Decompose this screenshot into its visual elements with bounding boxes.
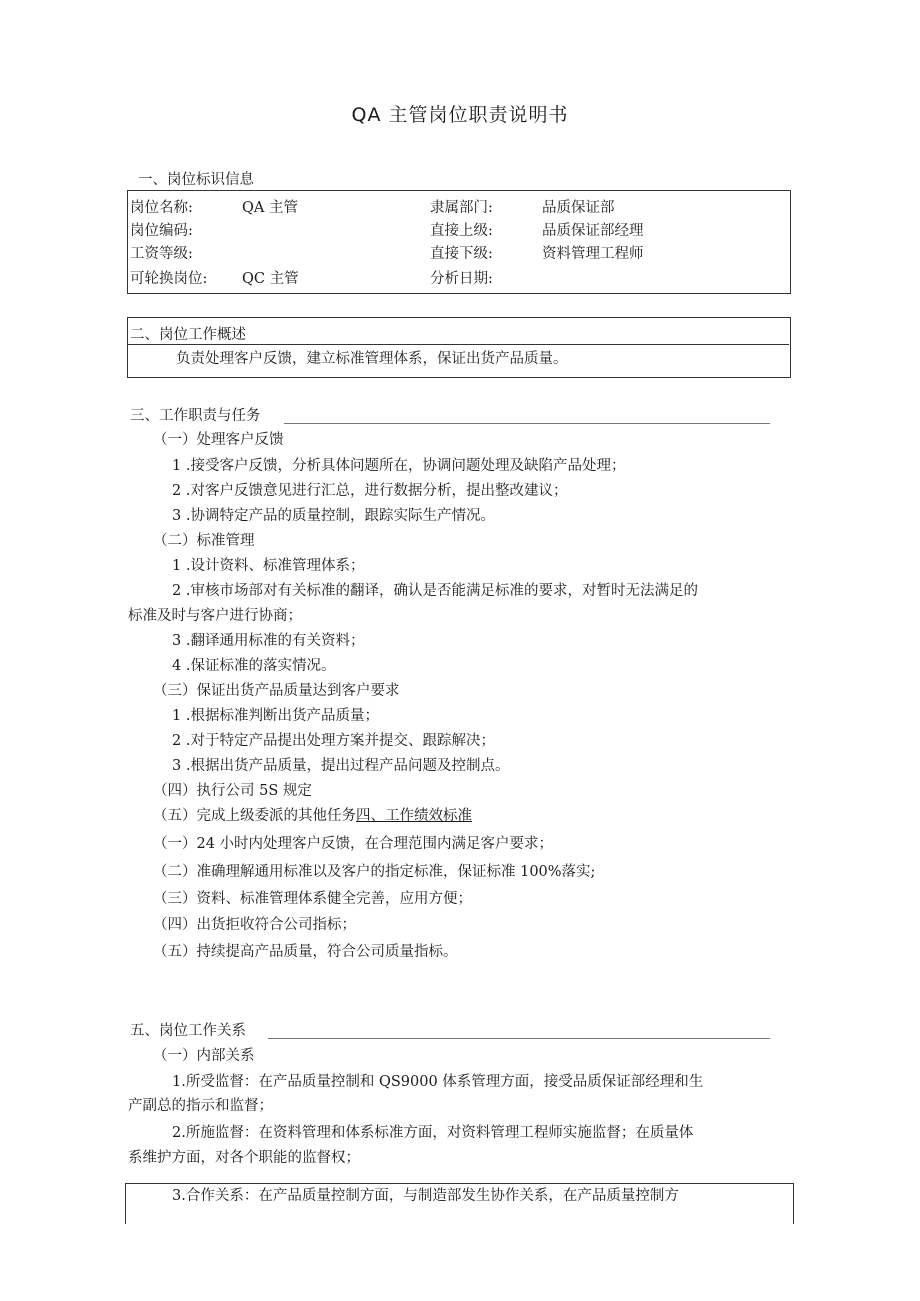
task-group: （一）处理客户反馈 (153, 432, 284, 448)
task-group-label: （五）完成上级委派的其他任务 (153, 808, 356, 824)
performance-standard: （三）资料、标准管理体系健全完善，应用方便； (153, 891, 472, 907)
performance-standard: （四）出货拒收符合公司指标； (153, 917, 356, 933)
performance-standard: （二）准确理解通用标准以及客户的指定标准，保证标准 100%落实; (153, 864, 596, 880)
relation-item: 3.合作关系：在产品质量控制方面，与制造部发生协作关系，在产品质量控制方 (172, 1188, 679, 1204)
task-item: 3 .根据出货产品质量，提出过程产品问题及控制点。 (172, 758, 510, 774)
task-item: 1 .接受客户反馈，分析具体问题所在，协调问题处理及缺陷产品处理； (172, 458, 626, 474)
section1-heading: 一、岗位标识信息 (138, 172, 254, 188)
label-rotation-position: 可轮换岗位: (130, 271, 208, 287)
value-department: 品质保证部 (542, 200, 615, 216)
label-direct-superior: 直接上级: (430, 223, 493, 239)
relation-item: 2.所施监督：在资料管理和体系标准方面，对资料管理工程师实施监督；在质量体 (172, 1125, 694, 1141)
relation-item-continued: 系维护方面，对各个职能的监督权； (128, 1150, 360, 1166)
performance-standard: （一）24 小时内处理客户反馈，在合理范围内满足客户要求； (153, 836, 554, 852)
section3-underline (284, 423, 770, 424)
task-group: （三）保证出货产品质量达到客户要求 (153, 683, 400, 699)
value-position-name: QA 主管 (242, 200, 298, 216)
label-direct-subordinate: 直接下级: (430, 246, 493, 262)
relation-item-continued: 产副总的指示和监督； (128, 1098, 273, 1114)
task-item: 2 .对客户反馈意见进行汇总，进行数据分析，提出整改建议； (172, 483, 568, 499)
value-direct-subordinate: 资料管理工程师 (542, 246, 644, 262)
value-rotation-position: QC 主管 (242, 271, 299, 287)
label-department: 隶属部门: (430, 200, 493, 216)
label-analysis-date: 分析日期: (430, 271, 493, 287)
task-group-with-section4-heading (153, 806, 472, 826)
task-item: 1 .根据标准判断出货产品质量； (172, 708, 379, 724)
task-item-continued: 标准及时与客户进行协商； (128, 608, 302, 624)
section2-heading: 二、岗位工作概述 (130, 327, 246, 343)
section3-heading: 三、工作职责与任务 (130, 408, 261, 424)
task-item: 3 .协调特定产品的质量控制，跟踪实际生产情况。 (172, 508, 495, 524)
task-group: （二）标准管理 (153, 533, 255, 549)
task-item: 4 .保证标准的落实情况。 (172, 658, 336, 674)
performance-standard: （五）持续提高产品质量，符合公司质量指标。 (153, 944, 458, 960)
section4-heading: 四、工作绩效标准 (356, 808, 472, 824)
overview-content: 负责处理客户反馈，建立标准管理体系，保证出货产品质量。 (176, 351, 568, 367)
task-item: 2 .对于特定产品提出处理方案并提交、跟踪解决； (172, 733, 495, 749)
task-item: 1 .设计资料、标准管理体系； (172, 558, 365, 574)
section5-heading: 五、岗位工作关系 (130, 1023, 246, 1039)
task-group: （四）执行公司 5S 规定 (153, 783, 312, 799)
value-direct-superior: 品质保证部经理 (542, 223, 644, 239)
label-position-code: 岗位编码: (130, 223, 193, 239)
relation-item: 1.所受监督：在产品质量控制和 QS9000 体系管理方面，接受品质保证部经理和生 (172, 1074, 704, 1090)
label-salary-grade: 工资等级: (130, 246, 193, 262)
label-position-name: 岗位名称: (130, 200, 193, 216)
section5-underline (268, 1038, 770, 1039)
page-title: QA 主管岗位职责说明书 (351, 104, 569, 126)
task-item: 2 .审核市场部对有关标准的翻译，确认是否能满足标准的要求，对暂时无法满足的 (172, 583, 698, 599)
task-item: 3 .翻译通用标准的有关资料； (172, 633, 365, 649)
relation-group: （一）内部关系 (153, 1048, 255, 1064)
